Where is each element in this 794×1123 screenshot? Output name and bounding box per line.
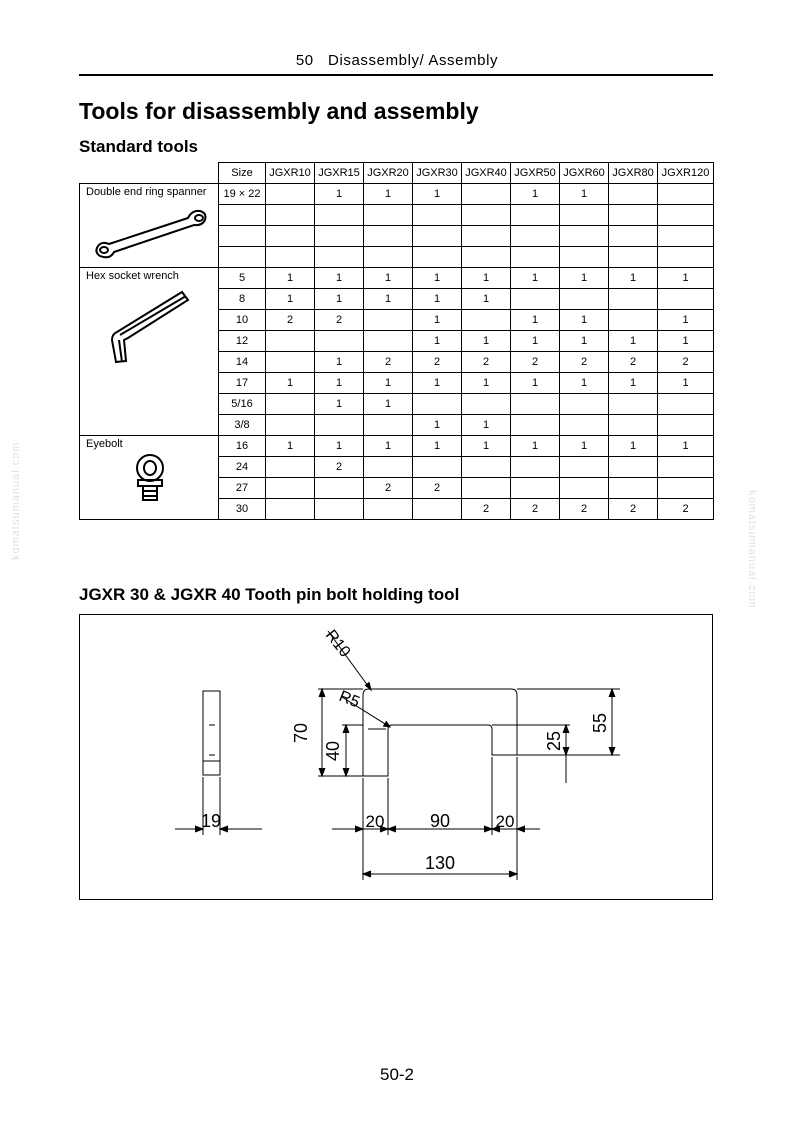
quantity-cell <box>266 415 315 436</box>
quantity-cell <box>609 205 658 226</box>
quantity-cell <box>511 289 560 310</box>
tool-column-header <box>80 163 219 184</box>
model-column-header: JGXR60 <box>560 163 609 184</box>
quantity-cell: 1 <box>609 373 658 394</box>
quantity-cell <box>658 289 714 310</box>
quantity-cell <box>560 289 609 310</box>
dim-90: 90 <box>429 811 451 831</box>
quantity-cell: 1 <box>462 373 511 394</box>
quantity-cell <box>511 247 560 268</box>
quantity-cell: 1 <box>364 289 413 310</box>
quantity-cell: 2 <box>413 478 462 499</box>
size-cell: 10 <box>219 310 266 331</box>
model-column-header: JGXR40 <box>462 163 511 184</box>
quantity-cell <box>609 184 658 205</box>
quantity-cell <box>658 184 714 205</box>
quantity-cell <box>413 457 462 478</box>
quantity-cell: 1 <box>315 352 364 373</box>
standard-tools-heading: Standard tools <box>79 137 199 156</box>
quantity-cell <box>462 226 511 247</box>
tool-name: Eyebolt <box>86 438 123 450</box>
quantity-cell: 2 <box>609 499 658 520</box>
quantity-cell <box>364 205 413 226</box>
model-column-header: JGXR120 <box>658 163 714 184</box>
quantity-cell <box>511 394 560 415</box>
model-column-header: JGXR15 <box>315 163 364 184</box>
quantity-cell: 1 <box>266 373 315 394</box>
quantity-cell <box>609 289 658 310</box>
quantity-cell: 2 <box>658 352 714 373</box>
quantity-cell <box>511 457 560 478</box>
quantity-cell <box>315 415 364 436</box>
quantity-cell <box>364 499 413 520</box>
table-row <box>80 184 714 205</box>
quantity-cell <box>658 226 714 247</box>
quantity-cell: 1 <box>364 268 413 289</box>
quantity-cell <box>364 457 413 478</box>
size-cell: 8 <box>219 289 266 310</box>
quantity-cell: 1 <box>364 436 413 457</box>
quantity-cell <box>462 247 511 268</box>
quantity-cell <box>413 394 462 415</box>
ring-spanner-icon <box>90 204 210 267</box>
quantity-cell <box>658 394 714 415</box>
quantity-cell: 2 <box>266 310 315 331</box>
quantity-cell: 1 <box>609 268 658 289</box>
table-row <box>80 436 714 457</box>
quantity-cell <box>560 247 609 268</box>
model-column-header: JGXR10 <box>266 163 315 184</box>
dim-70: 70 <box>291 722 311 744</box>
quantity-cell: 1 <box>462 415 511 436</box>
quantity-cell: 1 <box>609 331 658 352</box>
quantity-cell: 1 <box>364 373 413 394</box>
quantity-cell <box>315 331 364 352</box>
quantity-cell: 1 <box>658 373 714 394</box>
size-cell: 17 <box>219 373 266 394</box>
quantity-cell: 2 <box>364 478 413 499</box>
quantity-cell: 1 <box>315 436 364 457</box>
quantity-cell <box>609 247 658 268</box>
quantity-cell: 1 <box>413 415 462 436</box>
size-cell: 30 <box>219 499 266 520</box>
quantity-cell <box>560 457 609 478</box>
quantity-cell: 1 <box>511 436 560 457</box>
quantity-cell: 1 <box>462 289 511 310</box>
quantity-cell <box>315 226 364 247</box>
size-cell <box>219 205 266 226</box>
standard-tools-table <box>79 162 714 520</box>
dim-r10: R10 <box>321 626 354 661</box>
size-column-header: Size <box>219 163 266 184</box>
quantity-cell <box>658 457 714 478</box>
quantity-cell: 1 <box>315 373 364 394</box>
section-title: Disassembly/ Assembly <box>328 52 499 69</box>
page-title: Tools for disassembly and assembly <box>79 98 479 124</box>
quantity-cell <box>560 415 609 436</box>
quantity-cell: 1 <box>413 310 462 331</box>
quantity-cell <box>266 184 315 205</box>
model-column-header: JGXR50 <box>511 163 560 184</box>
quantity-cell: 1 <box>511 184 560 205</box>
quantity-cell <box>609 478 658 499</box>
quantity-cell <box>609 226 658 247</box>
quantity-cell: 2 <box>511 499 560 520</box>
quantity-cell: 1 <box>413 184 462 205</box>
quantity-cell <box>560 478 609 499</box>
quantity-cell: 1 <box>413 289 462 310</box>
quantity-cell <box>364 310 413 331</box>
quantity-cell <box>266 499 315 520</box>
quantity-cell <box>462 310 511 331</box>
watermark-left: komatsumanual.com <box>10 441 22 560</box>
quantity-cell <box>315 499 364 520</box>
quantity-cell: 1 <box>413 268 462 289</box>
technical-drawing <box>80 615 712 899</box>
eyebolt-icon <box>128 452 178 515</box>
quantity-cell <box>658 247 714 268</box>
quantity-cell: 1 <box>511 373 560 394</box>
quantity-cell: 1 <box>364 394 413 415</box>
quantity-cell <box>266 478 315 499</box>
quantity-cell: 1 <box>364 184 413 205</box>
quantity-cell: 2 <box>609 352 658 373</box>
size-cell: 5 <box>219 268 266 289</box>
dim-20-right: 20 <box>495 812 515 831</box>
quantity-cell <box>364 226 413 247</box>
quantity-cell: 1 <box>413 331 462 352</box>
quantity-cell <box>609 457 658 478</box>
quantity-cell: 1 <box>315 394 364 415</box>
quantity-cell: 2 <box>315 457 364 478</box>
model-column-header: JGXR20 <box>364 163 413 184</box>
quantity-cell <box>462 394 511 415</box>
quantity-cell <box>609 394 658 415</box>
quantity-cell <box>364 331 413 352</box>
quantity-cell <box>560 394 609 415</box>
tool-cell <box>80 184 219 268</box>
holding-tool-heading: JGXR 30 & JGXR 40 Tooth pin bolt holding tool <box>79 585 460 604</box>
quantity-cell <box>413 499 462 520</box>
size-cell: 12 <box>219 331 266 352</box>
page-number: 50-2 <box>379 1065 415 1084</box>
quantity-cell: 2 <box>658 499 714 520</box>
quantity-cell: 1 <box>266 436 315 457</box>
size-cell: 16 <box>219 436 266 457</box>
size-cell: 24 <box>219 457 266 478</box>
table-row <box>80 268 714 289</box>
quantity-cell <box>413 205 462 226</box>
tool-cell <box>80 436 219 520</box>
dim-r5: R5 <box>336 687 362 712</box>
quantity-cell: 1 <box>511 310 560 331</box>
quantity-cell: 2 <box>315 310 364 331</box>
quantity-cell <box>315 205 364 226</box>
size-cell <box>219 247 266 268</box>
quantity-cell <box>266 331 315 352</box>
quantity-cell <box>315 247 364 268</box>
quantity-cell <box>511 226 560 247</box>
dim-130: 130 <box>424 853 456 873</box>
quantity-cell <box>609 310 658 331</box>
quantity-cell <box>560 205 609 226</box>
quantity-cell <box>658 478 714 499</box>
model-column-header: JGXR30 <box>413 163 462 184</box>
quantity-cell <box>413 226 462 247</box>
quantity-cell: 1 <box>413 373 462 394</box>
quantity-cell: 2 <box>364 352 413 373</box>
quantity-cell <box>511 415 560 436</box>
section-number: 50 <box>295 52 314 69</box>
quantity-cell: 1 <box>462 268 511 289</box>
quantity-cell <box>364 247 413 268</box>
tool-name: Double end ring spanner <box>86 186 207 198</box>
quantity-cell <box>462 184 511 205</box>
quantity-cell: 1 <box>560 310 609 331</box>
holding-tool-drawing <box>79 614 713 900</box>
header-rule <box>79 74 713 76</box>
dim-55: 55 <box>590 712 610 734</box>
quantity-cell <box>462 205 511 226</box>
quantity-cell <box>511 478 560 499</box>
quantity-cell: 1 <box>511 268 560 289</box>
dim-25: 25 <box>544 730 564 752</box>
quantity-cell: 2 <box>462 499 511 520</box>
size-cell: 14 <box>219 352 266 373</box>
quantity-cell: 2 <box>560 499 609 520</box>
size-cell: 5/16 <box>219 394 266 415</box>
watermark-right: komatsumanual.com <box>746 490 758 609</box>
dim-19: 19 <box>200 811 222 831</box>
quantity-cell: 1 <box>658 268 714 289</box>
quantity-cell: 1 <box>315 268 364 289</box>
quantity-cell <box>266 457 315 478</box>
model-column-header: JGXR80 <box>609 163 658 184</box>
quantity-cell: 2 <box>413 352 462 373</box>
quantity-cell <box>315 478 364 499</box>
quantity-cell: 1 <box>560 373 609 394</box>
quantity-cell: 1 <box>560 436 609 457</box>
quantity-cell: 1 <box>658 310 714 331</box>
quantity-cell: 1 <box>266 268 315 289</box>
quantity-cell <box>462 478 511 499</box>
quantity-cell <box>364 415 413 436</box>
table-header-row <box>80 163 714 184</box>
quantity-cell: 1 <box>511 331 560 352</box>
quantity-cell: 1 <box>560 268 609 289</box>
size-cell <box>219 226 266 247</box>
quantity-cell: 1 <box>315 184 364 205</box>
quantity-cell: 2 <box>511 352 560 373</box>
quantity-cell <box>266 247 315 268</box>
hex-key-icon <box>100 288 200 371</box>
quantity-cell <box>266 226 315 247</box>
quantity-cell <box>266 394 315 415</box>
quantity-cell <box>266 205 315 226</box>
quantity-cell <box>560 226 609 247</box>
quantity-cell: 1 <box>413 436 462 457</box>
quantity-cell: 1 <box>658 331 714 352</box>
page-header <box>0 52 794 69</box>
size-cell: 3/8 <box>219 415 266 436</box>
quantity-cell: 1 <box>266 289 315 310</box>
quantity-cell <box>413 247 462 268</box>
dim-20-left: 20 <box>365 812 385 831</box>
quantity-cell: 1 <box>560 184 609 205</box>
quantity-cell <box>462 457 511 478</box>
front-view <box>318 631 620 880</box>
quantity-cell: 1 <box>609 436 658 457</box>
quantity-cell <box>658 415 714 436</box>
quantity-cell: 1 <box>658 436 714 457</box>
size-cell: 19 × 22 <box>219 184 266 205</box>
quantity-cell: 2 <box>462 352 511 373</box>
quantity-cell <box>658 205 714 226</box>
quantity-cell: 1 <box>462 331 511 352</box>
quantity-cell: 1 <box>560 331 609 352</box>
quantity-cell <box>266 352 315 373</box>
quantity-cell: 2 <box>560 352 609 373</box>
quantity-cell <box>511 205 560 226</box>
tool-name: Hex socket wrench <box>86 270 179 282</box>
quantity-cell: 1 <box>315 289 364 310</box>
dim-40: 40 <box>323 740 343 762</box>
tool-cell <box>80 268 219 436</box>
size-cell: 27 <box>219 478 266 499</box>
quantity-cell: 1 <box>462 436 511 457</box>
quantity-cell <box>609 415 658 436</box>
